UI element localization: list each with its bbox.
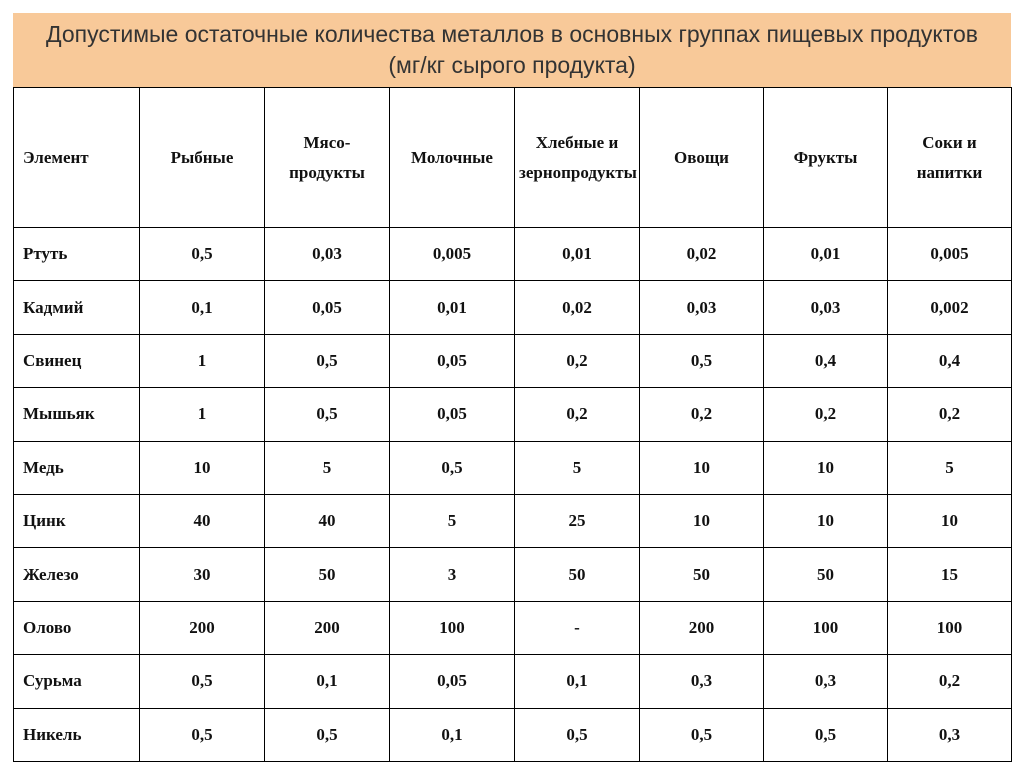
value-cell: 0,5 — [640, 708, 764, 761]
value-cell: - — [515, 601, 640, 654]
value-cell: 0,3 — [640, 655, 764, 708]
value-cell: 200 — [640, 601, 764, 654]
table-row — [14, 655, 1012, 708]
value-cell: 15 — [888, 548, 1012, 601]
value-cell: 10 — [140, 441, 265, 494]
value-cell: 0,5 — [140, 655, 265, 708]
value-cell: 100 — [888, 601, 1012, 654]
value-cell: 0,01 — [764, 228, 888, 281]
value-cell: 10 — [764, 494, 888, 547]
value-cell: 0,5 — [764, 708, 888, 761]
table-row — [14, 388, 1012, 441]
element-name-cell: Никель — [14, 708, 140, 761]
slide-title: Допустимые остаточные количества металлов в основных группах пищевых продуктов (мг/кг сырого продукта) — [46, 21, 978, 78]
table-row — [14, 548, 1012, 601]
value-cell: 1 — [140, 388, 265, 441]
value-cell: 0,03 — [265, 228, 390, 281]
value-cell: 50 — [640, 548, 764, 601]
table-row — [14, 228, 1012, 281]
value-cell: 100 — [390, 601, 515, 654]
value-cell: 200 — [140, 601, 265, 654]
metals-table — [13, 87, 1012, 762]
value-cell: 25 — [515, 494, 640, 547]
value-cell: 0,05 — [390, 334, 515, 387]
header-cell-fruits: Фрукты — [764, 88, 888, 228]
header-cell-element: Элемент — [14, 88, 140, 228]
value-cell: 0,1 — [265, 655, 390, 708]
value-cell: 0,4 — [764, 334, 888, 387]
value-cell: 0,03 — [764, 281, 888, 334]
value-cell: 10 — [764, 441, 888, 494]
header-cell-juices: Соки и напитки — [888, 88, 1012, 228]
value-cell: 0,05 — [390, 388, 515, 441]
value-cell: 5 — [888, 441, 1012, 494]
value-cell: 0,03 — [640, 281, 764, 334]
value-cell: 0,2 — [764, 388, 888, 441]
value-cell: 0,2 — [515, 334, 640, 387]
table-row — [14, 494, 1012, 547]
value-cell: 0,5 — [265, 334, 390, 387]
value-cell: 0,5 — [265, 388, 390, 441]
value-cell: 0,2 — [888, 388, 1012, 441]
value-cell: 0,4 — [888, 334, 1012, 387]
value-cell: 0,2 — [515, 388, 640, 441]
value-cell: 0,1 — [390, 708, 515, 761]
value-cell: 1 — [140, 334, 265, 387]
value-cell: 50 — [515, 548, 640, 601]
slide-title-banner — [13, 13, 1011, 87]
header-cell-meat: Мясо-продукты — [265, 88, 390, 228]
element-name-cell: Кадмий — [14, 281, 140, 334]
value-cell: 10 — [640, 441, 764, 494]
header-cell-grain: Хлебные и зернопродукты — [515, 88, 640, 228]
value-cell: 3 — [390, 548, 515, 601]
element-name-cell: Ртуть — [14, 228, 140, 281]
value-cell: 30 — [140, 548, 265, 601]
table-header-row — [14, 88, 1012, 228]
element-name-cell: Цинк — [14, 494, 140, 547]
value-cell: 0,002 — [888, 281, 1012, 334]
value-cell: 0,01 — [390, 281, 515, 334]
value-cell: 0,3 — [888, 708, 1012, 761]
value-cell: 0,5 — [140, 708, 265, 761]
value-cell: 5 — [515, 441, 640, 494]
value-cell: 0,005 — [888, 228, 1012, 281]
value-cell: 0,3 — [764, 655, 888, 708]
value-cell: 0,05 — [390, 655, 515, 708]
value-cell: 0,1 — [140, 281, 265, 334]
table-row — [14, 281, 1012, 334]
value-cell: 0,5 — [390, 441, 515, 494]
table-row — [14, 708, 1012, 761]
value-cell: 0,5 — [515, 708, 640, 761]
value-cell: 5 — [390, 494, 515, 547]
value-cell: 0,02 — [515, 281, 640, 334]
table-row — [14, 334, 1012, 387]
value-cell: 0,05 — [265, 281, 390, 334]
value-cell: 50 — [265, 548, 390, 601]
value-cell: 10 — [640, 494, 764, 547]
table-row — [14, 601, 1012, 654]
element-name-cell: Медь — [14, 441, 140, 494]
value-cell: 0,005 — [390, 228, 515, 281]
header-cell-fish: Рыбные — [140, 88, 265, 228]
value-cell: 10 — [888, 494, 1012, 547]
value-cell: 40 — [140, 494, 265, 547]
table-row — [14, 441, 1012, 494]
element-name-cell: Сурьма — [14, 655, 140, 708]
value-cell: 0,1 — [515, 655, 640, 708]
value-cell: 0,5 — [265, 708, 390, 761]
value-cell: 0,5 — [140, 228, 265, 281]
value-cell: 0,02 — [640, 228, 764, 281]
header-cell-dairy: Молочные — [390, 88, 515, 228]
table-body — [14, 228, 1012, 762]
value-cell: 100 — [764, 601, 888, 654]
value-cell: 5 — [265, 441, 390, 494]
element-name-cell: Железо — [14, 548, 140, 601]
value-cell: 50 — [764, 548, 888, 601]
element-name-cell: Олово — [14, 601, 140, 654]
value-cell: 200 — [265, 601, 390, 654]
value-cell: 0,5 — [640, 334, 764, 387]
value-cell: 0,01 — [515, 228, 640, 281]
value-cell: 0,2 — [888, 655, 1012, 708]
element-name-cell: Мышьяк — [14, 388, 140, 441]
value-cell: 40 — [265, 494, 390, 547]
element-name-cell: Свинец — [14, 334, 140, 387]
value-cell: 0,2 — [640, 388, 764, 441]
header-cell-vegetables: Овощи — [640, 88, 764, 228]
